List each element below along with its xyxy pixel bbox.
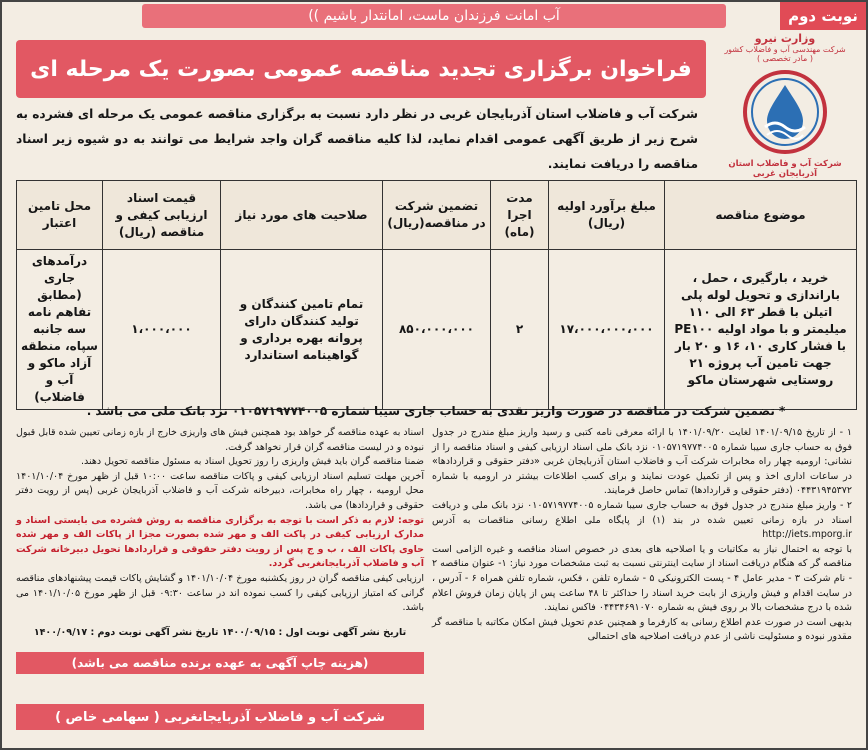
col-header-duration: مدت اجرا (ماه)	[491, 181, 549, 250]
col-header-docs-price: قیمت اسناد ارزیابی کیفی و مناقصه (ریال)	[103, 181, 221, 250]
cell-qualifications: تمام تامین کنندگان و تولید کنندگان دارای پروانه بهره برداری و گواهینامه استاندارد	[221, 250, 383, 410]
notice-title: فراخوان برگزاری تجدید مناقصه عمومی بصورت یک مرحله ای	[16, 40, 706, 98]
left-paragraph-notice: توجه: لازم به ذکر است با توجه به برگزاری مناقصه به روش فشرده می بایستی اسناد و مدارک ارزیابی کیفی در پاکت الف و مهر شده بصورت مجزا از پاکات الف و مهر شده حاوی پاکات الف ، ب و ج پس از رویت دفتر حقوقی و قراردادها تحویل دبیرخانه شرکت آب و فاضلاب آذربایجانغربی گردد.	[16, 514, 424, 570]
table-row	[17, 250, 857, 410]
col-header-funding: محل تامین اعتبار	[17, 181, 103, 250]
parent-company-type: ( مادر تخصصی )	[757, 54, 813, 63]
guarantee-note: * تضمین شرکت در مناقصه در صورت واریز نقدی به حساب جاری سیبا شماره ۰۱۰۵۷۱۹۷۷۴۰۰۵ نزد بانک ملی می باشد .	[86, 404, 786, 418]
table-header-row	[17, 181, 857, 250]
company-name: شرکت آب و فاضلاب استان آذربایجان غربی	[728, 159, 842, 179]
col-header-subject: موضوع مناقصه	[665, 181, 857, 250]
left-paragraph-2: ضمنا مناقصه گران باید فیش واریزی را روز تحویل اسناد به مسئول مناقصه تحویل دهند.	[81, 456, 424, 468]
left-paragraph-1: اسناد به عهده مناقصه گر خواهد بود همچنین فیش های واریزی خارج از بازه زمانی تعیین شده قابل قبول نبوده و در لیست مناقصه گران قرار نخواهد گرفت.	[16, 427, 424, 453]
col-header-estimate: مبلغ برآورد اولیه (ریال)	[549, 181, 665, 250]
paragraph-1: ۱ - از تاریخ ۱۴۰۱/۰۹/۱۵ لغایت ۱۴۰۱/۰۹/۲۰ با ارائه معرفی نامه کتبی و رسید واریز مبلغ مندرج در جدول فوق به حساب جاری سیبا شماره ۰۱۰۵۷۱۹۷۷۴۰۰۵ نزد بانک ملی اسناد ارزیابی کیفی و اسناد مناقصه را از نشانی: ارومیه چهار راه مخابرات شرکت آب و فاضلاب استان آذربایجان غربی «دفتر حقوقی و قراردادها» در ساعات اداری اخذ و پس از تکمیل عودت نمایند و برای کسب اطلاعات بیشتر در ارومیه با شماره ۰۴۴۳۱۹۴۵۳۷۲ (دفتر حقوقی و قراردادها) تماس حاصل فرمایند.	[432, 427, 852, 497]
paragraph-3: با توجه به احتمال نیاز به مکاتبات و یا اصلاحیه های بعدی در خصوص اسناد مناقصه و غیره الزامی است مناقصه گر که هنگام دریافت اسناد از سایت اینترنتی نسبت به ثبت مشخصات مورد نیاز: ۱- عنوان مناقصه ۲ - نام شرکت ۳ - مدیر عامل ۴ - پست الکترونیکی ۵ - شماره تلفن ، فکس، شماره تلفن همراه ۶ - آدرس ، در سایت اقدام و فیش واریزی از بابت خرید اسناد را حداکثر تا ۴۸ ساعت پس از پایان زمان فروش اعلام شده با درج مشخصات بالا بر روی فیش به شماره ۰۴۴۳۴۶۹۱۰۷۰ فاکس نمایند.	[432, 543, 852, 614]
col-header-qualifications: صلاحیت های مورد نیاز	[221, 181, 383, 250]
printing-cost-note: (هزینه چاپ آگهی به عهده برنده مناقصه می باشد)	[16, 652, 424, 674]
top-row	[2, 2, 866, 32]
tender-table	[16, 180, 857, 410]
company-footer: شرکت آب و فاضلاب آذربایجانغربی ( سهامی خاص )	[16, 704, 424, 730]
organization-logo-block	[710, 30, 860, 182]
left-paragraph-5: ارزیابی کیفی مناقصه گران در روز یکشنبه مورخ ۱۴۰۱/۱۰/۰۴ و گشایش پاکات قیمت پیشنهادهای مناقصه گرانی که امتیاز ارزیابی کیفی را کسب نموده اند در ساعت ۰۹:۳۰ قبل از ظهر مورخ ۱۴۰۱/۱۰/۰۵ می باشد.	[16, 572, 424, 614]
right-column-text	[432, 426, 852, 645]
cell-duration: ۲	[491, 250, 549, 410]
publication-dates: تاریخ نشر آگهی نوبت اول : ۱۴۰۰/۰۹/۱۵ تاریخ نشر آگهی نوبت دوم : ۱۴۰۰/۰۹/۱۷	[33, 627, 407, 638]
second-round-badge: نوبت دوم	[780, 2, 866, 30]
left-column-text	[16, 426, 424, 616]
left-paragraph-3: آخرین مهلت تسلیم اسناد ارزیابی کیفی و پاکات مناقصه ساعت ۱۰:۰۰ قبل از ظهر مورخ ۱۴۰۱/۱۰/۰۴ محل ارومیه ، چهار راه مخابرات، دبیرخانه شرکت آب و فاضلاب آذربایجان غربی (پس از رویت دفتر حقوقی و قراردادها) می باشد.	[16, 470, 424, 511]
parent-company-name: شرکت مهندسی آب و فاضلاب کشور	[724, 45, 846, 54]
paragraph-2: ۲ - واریز مبلغ مندرج در جدول فوق به حساب جاری سیبا شماره ۰۱۰۵۷۱۹۷۷۴۰۰۵ نزد بانک ملی و دریافت اسناد در بازه زمانی تعیین شده در بند (۱) از پایگاه ملی اطلاع رسانی مناقصات به آدرس http://iets.mporg.ir	[432, 499, 852, 541]
slogan-bar: آب امانت فرزندان ماست، امانتدار باشیم ))	[142, 4, 726, 28]
paragraph-4: بدیهی است در صورت عدم اطلاع رسانی به کارفرما و همچنین عدم تحویل فیش امکان مکاتبه با مناقصه گر مقدور نبوده و مسئولیت ناشی از عدم دریافت اصلاحیه های احتمالی	[432, 616, 852, 643]
cell-docs-price: ۱،۰۰۰،۰۰۰	[103, 250, 221, 410]
ministry-name: وزارت نیرو	[754, 32, 816, 45]
cell-funding: درآمدهای جاری (مطابق تفاهم نامه سه جانبه سپاه، منطقه آزاد ماکو و آب و فاضلاب)	[17, 250, 103, 410]
water-drop-logo-icon	[737, 69, 833, 155]
intro-paragraph: شرکت آب و فاضلاب استان آذربایجان غربی در نظر دارد نسبت به برگزاری مناقصه عمومی یک مرحله ای فشرده به شرح زیر از طریق آگهی عمومی اقدام نماید، لذا کلیه مناقصه گران واجد شرایط می توانند به دو شیوه زیر اسناد مناقصه را دریافت نمایند.	[16, 107, 698, 171]
cell-estimate: ۱۷،۰۰۰،۰۰۰،۰۰۰	[549, 250, 665, 410]
cell-subject: خرید ، بارگیری ، حمل ، باراندازی و تحویل لوله پلی اتیلن با قطر ۶۳ الی ۱۱۰ میلیمتر و با مواد اولیه PE۱۰۰ با فشار کاری ۱۰، ۱۶ و ۲۰ بار جهت تامین آب پروژه ۲۱ روستایی شهرستان ماکو	[665, 250, 857, 410]
col-header-guarantee: تضمین شرکت در مناقصه(ریال)	[383, 181, 491, 250]
cell-guarantee: ۸۵۰،۰۰۰،۰۰۰	[383, 250, 491, 410]
